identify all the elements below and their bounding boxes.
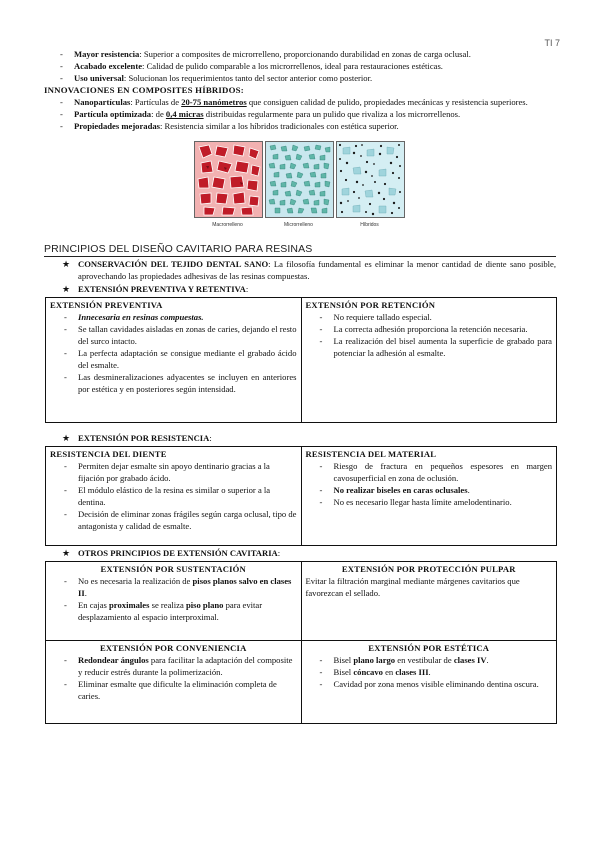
prev-ret-table: [45, 297, 557, 423]
cell-title: RESISTENCIA DEL DIENTE: [50, 449, 167, 459]
list-item: - Decisión de eliminar zonas frágiles según carga oclusal, tipo de antagonista y calidad de esmalte.: [64, 508, 297, 532]
figure-caption: Híbridos: [360, 222, 379, 228]
cell-title: EXTENSIÓN POR SUSTENTACIÓN: [100, 564, 246, 574]
cell-title: EXTENSIÓN POR RETENCIÓN: [305, 300, 436, 310]
list-item: - Uso universal: Solucionan los requerimientos tanto del sector anterior como posterior.: [60, 72, 556, 84]
resist-diente-cell: [46, 447, 301, 545]
hibridos-panel: [336, 141, 403, 229]
star-icon: ★: [62, 259, 71, 269]
hibridos-illustration: [336, 141, 405, 218]
cell-title: EXTENSIÓN POR PROTECCIÓN PULPAR: [341, 564, 516, 574]
figure-caption: Microrrelleno: [284, 222, 313, 228]
list-item: - Permiten dejar esmalte sin apoyo dentinario gracias a la fijación por grabado ácido.: [64, 460, 297, 484]
star-icon: ★: [62, 433, 71, 443]
list-item: - Innecesaria en resinas compuestas.: [64, 311, 297, 323]
list-item: - Acabado excelente: Calidad de pulido comparable a los microrrellenos, ideal para restauraciones estéticas.: [60, 60, 556, 72]
list-item: - No es necesario llegar hasta límite amelodentinario.: [320, 496, 553, 508]
list-item: - Cavidad por zona menos visible eliminando dentina oscura.: [320, 678, 553, 690]
sustentacion-cell: [46, 562, 301, 640]
innovations-heading: INNOVACIONES EN COMPOSITES HÍBRIDOS:: [44, 85, 244, 95]
list-item: - Partícula optimizada: de 0,4 micras distribuidas regularmente para un pulido que rivaliza a los microrrellenos.: [60, 108, 556, 120]
cell-title: EXTENSIÓN PREVENTIVA: [50, 300, 163, 310]
list-item: - Propiedades mejoradas: Resistencia similar a los híbridos tradicionales con estética superior.: [60, 120, 556, 132]
microrrelleno-panel: [265, 141, 332, 229]
resistencia-table: [45, 446, 557, 546]
macrorrelleno-illustration: [194, 141, 263, 218]
list-item: - No realizar biseles en caras oclusales.: [320, 484, 553, 496]
star-icon: ★: [62, 284, 71, 294]
advantages-list: [44, 48, 556, 84]
ext-preventiva-cell: [46, 298, 301, 422]
innovations-list: [44, 96, 556, 132]
section-title: PRINCIPIOS DEL DISEÑO CAVITARIO PARA RESINAS: [44, 243, 556, 257]
page-number: TI 7: [544, 38, 560, 48]
list-item: - Redondear ángulos para facilitar la adaptación del composite y reducir estrés durante la polimerización.: [64, 654, 297, 678]
composite-types-figure: [194, 141, 404, 229]
list-item: - Riesgo de fractura en pequeños espesores en margen cavosuperficial en zona de oclusión.: [320, 460, 553, 484]
list-item: - Eliminar esmalte que dificulte la eliminación completa de caries.: [64, 678, 297, 702]
list-item: - En cajas proximales se realiza piso plano para evitar desplazamiento al espacio interproximal.: [64, 599, 297, 623]
resist-material-cell: [301, 447, 557, 545]
star-icon: ★: [62, 548, 71, 558]
cell-title: EXTENSIÓN POR ESTÉTICA: [368, 643, 490, 653]
ext-retencion-cell: [301, 298, 557, 422]
list-item: - No requiere tallado especial.: [320, 311, 553, 323]
list-item: - El módulo elástico de la resina es similar o superior a la dentina.: [64, 484, 297, 508]
list-item: - Se tallan cavidades aisladas en zonas de caries, dejando el resto del surco intacto.: [64, 323, 297, 347]
estetica-cell: [301, 641, 557, 723]
list-item: - La realización del bisel aumenta la superficie de grabado para potenciar la adhesión al esmalte.: [320, 335, 553, 359]
figure-caption: Macrorrelleno: [212, 222, 243, 228]
list-item: - Bisel cóncavo en clases III.: [320, 666, 553, 678]
macrorrelleno-panel: [194, 141, 261, 229]
list-item: - La correcta adhesión proporciona la retención necesaria.: [320, 323, 553, 335]
conveniencia-cell: [46, 641, 301, 723]
list-item: - No es necesaria la realización de pisos planos salvo en clases II.: [64, 575, 297, 599]
ext-resistencia-heading: ★ EXTENSIÓN POR RESISTENCIA:: [62, 433, 212, 443]
cell-title: RESISTENCIA DEL MATERIAL: [305, 449, 437, 459]
document-body: [44, 48, 556, 724]
cell-text: Evitar la filtración marginal mediante márgenes cavitarios que favorezcan el sellado.: [305, 576, 520, 598]
conveniencia-estetica-table: [45, 641, 557, 724]
proteccion-pulpar-cell: [301, 562, 557, 640]
ext-prev-ret-heading: ★ EXTENSIÓN PREVENTIVA Y RETENTIVA:: [62, 284, 249, 294]
otros-heading: ★ OTROS PRINCIPIOS DE EXTENSIÓN CAVITARIA:: [62, 548, 281, 558]
cell-title: EXTENSIÓN POR CONVENIENCIA: [99, 643, 247, 653]
list-item: - Mayor resistencia: Superior a composites de microrrelleno, proporcionando durabilidad en zonas de carga oclusal.: [60, 48, 556, 60]
conservation-principle: ★ CONSERVACIÓN DEL TEJIDO DENTAL SANO: La filosofía fundamental es eliminar la menor cantidad de diente sano posible, aprovechando las propiedades adhesivas de las resinas compuestas.: [62, 259, 556, 281]
list-item: - La perfecta adaptación se consigue mediante el grabado ácido del esmalte.: [64, 347, 297, 371]
list-item: - Las desmineralizaciones adyacentes se incluyen en anteriores por estética y en posteriores según intensidad.: [64, 371, 297, 395]
microrrelleno-illustration: [265, 141, 334, 218]
list-item: - Nanopartículas: Partículas de 20-75 nanómetros que consiguen calidad de pulido, propiedades mecánicas y resistencia superiores.: [60, 96, 556, 108]
sustentacion-proteccion-table: [45, 561, 557, 641]
list-item: - Bisel plano largo en vestibular de clases IV.: [320, 654, 553, 666]
